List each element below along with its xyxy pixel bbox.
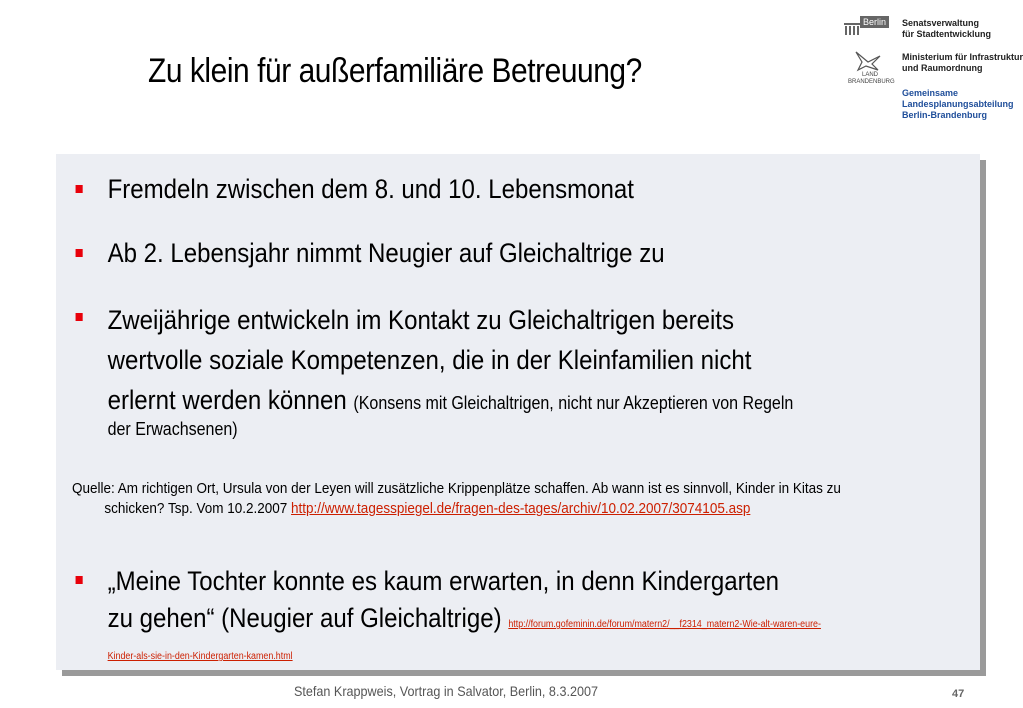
brandenburg-label: LAND BRANDENBURG [848,72,895,85]
forum-link-2[interactable]: Kinder-als-sie-in-den-Kindergarten-kamen.html [107,651,293,662]
senat-name-1: Senatsverwaltung [902,18,980,28]
ministerium-name-2: und Raumordnung [902,63,983,73]
bullet-3-note-2: der Erwachsenen) [107,419,238,439]
bullet-3-line-2: wertvolle soziale Kompetenzen, die in der Kleinfamilien nicht [107,345,752,375]
bullet-marker-icon [76,313,83,321]
source-line-1: Quelle: Am richtigen Ort, Ursula von der Leyen will zusätzliche Krippenplätze schaffen. Ab wann ist es sinnvoll, Kinder in Kitas zu [72,480,841,497]
bullet-3-line-1: Zweijährige entwickeln im Kontakt zu Gleichaltrigen bereits [107,305,735,335]
page-number: 47 [952,688,965,700]
bullet-marker-icon [76,185,83,193]
bullet-4-line-2: zu gehen“ (Neugier auf Gleichaltrige) [107,603,502,633]
brandenburg-eagle-icon [848,50,888,72]
gemeinsam-name-1: Gemeinsame [902,88,959,98]
slide-title: Zu klein für außerfamiliäre Betreuung? [148,52,642,90]
bullet-3-note-1: (Konsens mit Gleichaltrigen, nicht nur Akzeptieren von Regeln [353,393,794,413]
senat-name-2: für Stadtentwicklung [902,29,992,39]
bullet-4-line-1: „Meine Tochter konnte es kaum erwarten, in denn Kindergarten [107,566,780,596]
berlin-label: Berlin [860,16,889,28]
gemeinsam-name-3: Berlin-Brandenburg [902,110,988,120]
gemeinsam-name-2: Landesplanungsabteilung [902,99,1014,109]
footer-text: Stefan Krappweis, Vortrag in Salvator, Berlin, 8.3.2007 [294,683,598,699]
bullet-marker-icon [76,249,83,257]
bullet-3-line-3: erlernt werden können [107,385,347,415]
source-line-2: schicken? Tsp. Vom 10.2.2007 [104,500,288,517]
source-citation [72,479,841,519]
forum-link-1[interactable]: http://forum.gofeminin.de/forum/matern2/__f2314_matern2-Wie-alt-waren-eure- [508,619,821,630]
logo-area [840,12,1023,127]
source-link[interactable]: http://www.tagesspiegel.de/fragen-des-tages/archiv/10.02.2007/3074105.asp [291,500,751,517]
bullet-marker-icon [76,576,83,584]
ministerium-name-1: Ministerium für Infrastruktur [902,52,1023,62]
